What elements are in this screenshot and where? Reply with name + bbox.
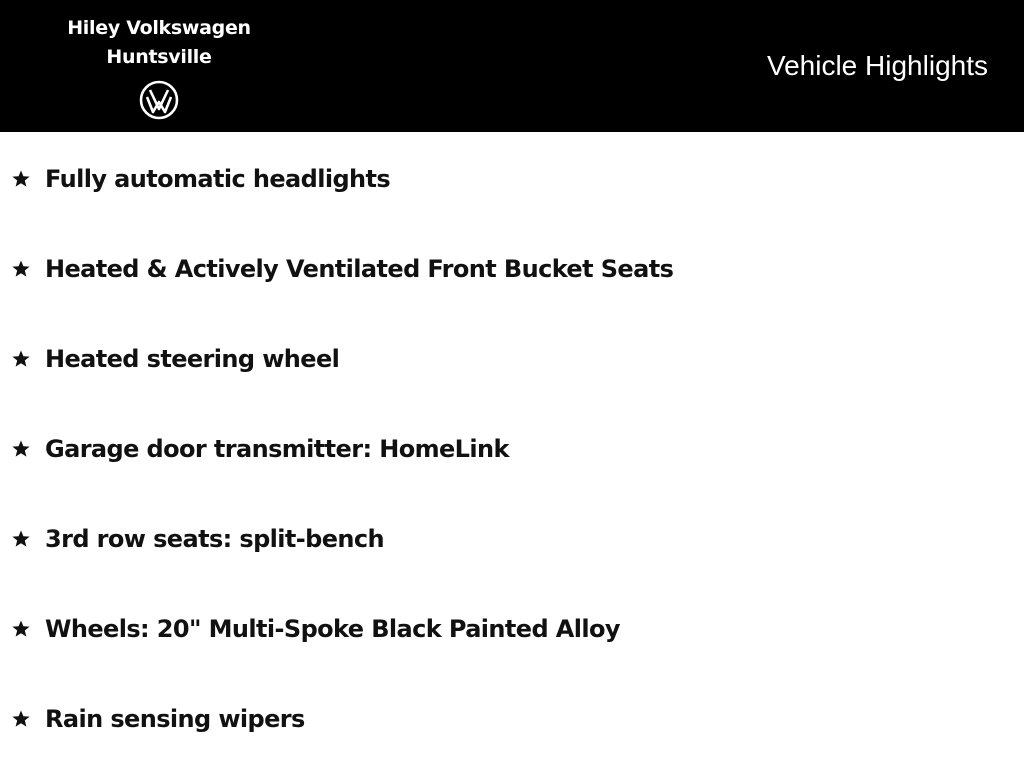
star-icon [11, 709, 31, 729]
highlight-item [0, 159, 1000, 199]
star-icon [11, 169, 31, 189]
dealer-logo[interactable] [54, 14, 264, 120]
logo-dealer-city: Huntsville [106, 46, 212, 68]
highlight-label: Fully automatic headlights [45, 165, 391, 193]
star-icon [11, 529, 31, 549]
highlight-item [0, 429, 1000, 469]
page-title: Vehicle Highlights [766, 50, 988, 81]
highlight-label: 3rd row seats: split-bench [45, 525, 384, 553]
highlight-label: Heated steering wheel [45, 345, 340, 373]
highlight-item [0, 339, 1000, 379]
highlight-item [0, 249, 1000, 289]
highlight-label: Garage door transmitter: HomeLink [45, 435, 509, 463]
star-icon [11, 439, 31, 459]
star-icon [11, 259, 31, 279]
header-bar [0, 0, 1024, 132]
highlight-label: Heated & Actively Ventilated Front Bucket Seats [45, 255, 674, 283]
highlight-item [0, 699, 1000, 739]
star-icon [11, 349, 31, 369]
volkswagen-logo-icon [139, 80, 179, 120]
logo-dealer-name: Hiley Volkswagen [67, 17, 251, 39]
highlight-item [0, 519, 1000, 559]
highlight-label: Wheels: 20" Multi-Spoke Black Painted Alloy [45, 615, 620, 643]
highlight-label: Rain sensing wipers [45, 705, 305, 733]
star-icon [11, 619, 31, 639]
highlight-item [0, 609, 1000, 649]
